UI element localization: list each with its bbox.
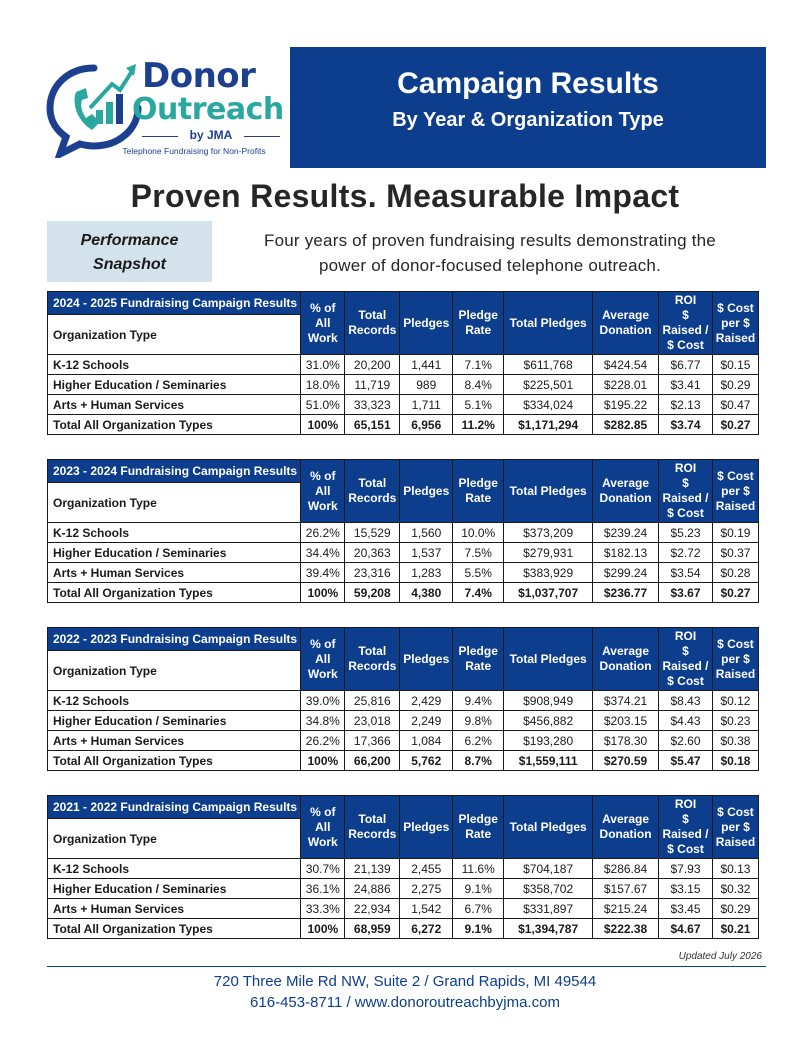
column-header-line: Average xyxy=(602,812,649,826)
column-header-line: Total Pledges xyxy=(509,315,587,330)
value-cell: $157.67 xyxy=(593,879,659,899)
value-cell: 66,200 xyxy=(345,751,400,771)
column-header-line: $ Cost xyxy=(667,842,704,856)
organization-type-cell: K-12 Schools xyxy=(48,523,301,543)
value-cell: 4,380 xyxy=(400,583,453,603)
column-header-line: Rate xyxy=(465,323,492,337)
column-header-line: ROI xyxy=(674,629,697,643)
column-header-line: Raised / xyxy=(662,491,709,505)
column-header-line: per $ xyxy=(721,483,750,498)
value-cell: 1,084 xyxy=(400,731,453,751)
column-header-line: Pledge xyxy=(458,476,498,490)
column-header-cost xyxy=(712,628,758,691)
table-row xyxy=(48,375,759,395)
column-header-line: Total xyxy=(358,644,387,658)
intro-line2: power of donor-focused telephone outreach. xyxy=(318,256,662,275)
value-cell: $6.77 xyxy=(659,355,713,375)
value-cell: $0.32 xyxy=(712,879,758,899)
results-table xyxy=(47,795,759,939)
table-title: 2021 - 2022 Fundraising Campaign Results xyxy=(48,796,301,819)
organization-type-cell: K-12 Schools xyxy=(48,691,301,711)
column-header-line: Raised / xyxy=(662,323,709,337)
column-header-roi xyxy=(659,796,713,859)
value-cell: 6,272 xyxy=(400,919,453,939)
column-header-line: Raised / xyxy=(662,827,709,841)
organization-type-cell: Arts + Human Services xyxy=(48,731,301,751)
column-header-pct xyxy=(301,628,345,691)
organization-type-cell: Higher Education / Seminaries xyxy=(48,543,301,563)
value-cell: $239.24 xyxy=(593,523,659,543)
value-cell: $8.43 xyxy=(659,691,713,711)
column-header-line: Donation xyxy=(599,659,652,673)
footer-address: 720 Three Mile Rd NW, Suite 2 / Grand Rapids, MI 49544 xyxy=(213,973,597,990)
value-cell: $373,209 xyxy=(504,523,593,543)
table-row xyxy=(48,711,759,731)
value-cell: 23,316 xyxy=(345,563,400,583)
table-row xyxy=(48,731,759,751)
value-cell: 5.1% xyxy=(453,395,504,415)
organization-type-cell: Higher Education / Seminaries xyxy=(48,375,301,395)
value-cell: $331,897 xyxy=(504,899,593,919)
snapshot-line1: Performance xyxy=(80,232,179,249)
value-cell: 6,956 xyxy=(400,415,453,435)
value-cell: $3.74 xyxy=(659,415,713,435)
column-header-line: Raised xyxy=(715,330,756,345)
value-cell: 1,441 xyxy=(400,355,453,375)
value-cell: $2.72 xyxy=(659,543,713,563)
value-cell: $358,702 xyxy=(504,879,593,899)
value-cell: $182.13 xyxy=(593,543,659,563)
column-header-rate xyxy=(453,460,504,523)
results-table xyxy=(47,627,759,771)
value-cell: 39.0% xyxy=(301,691,345,711)
column-header-pct xyxy=(301,292,345,355)
column-header-line: Raised xyxy=(715,834,756,849)
column-header-line: per $ xyxy=(721,315,750,330)
value-cell: $4.43 xyxy=(659,711,713,731)
results-table xyxy=(47,291,759,435)
column-header-line: $ Cost xyxy=(667,506,704,520)
organization-type-cell: Total All Organization Types xyxy=(48,415,301,435)
value-cell: 9.8% xyxy=(453,711,504,731)
value-cell: $0.13 xyxy=(712,859,758,879)
value-cell: $0.23 xyxy=(712,711,758,731)
column-header-line: $ xyxy=(682,812,689,826)
value-cell: 22,934 xyxy=(345,899,400,919)
value-cell: 17,366 xyxy=(345,731,400,751)
footer-divider xyxy=(47,966,766,967)
value-cell: $279,931 xyxy=(504,543,593,563)
column-header-line: per $ xyxy=(721,651,750,666)
value-cell: 100% xyxy=(301,415,345,435)
value-cell: $0.21 xyxy=(712,919,758,939)
page-subtitle: By Year & Organization Type xyxy=(392,109,664,131)
column-header-organization-type: Organization Type xyxy=(48,819,301,859)
column-header-line: $ Cost xyxy=(717,468,754,483)
value-cell: 23,018 xyxy=(345,711,400,731)
column-header-line: All xyxy=(315,651,331,666)
organization-type-cell: K-12 Schools xyxy=(48,355,301,375)
column-header-line: Pledge xyxy=(458,644,498,658)
column-header-line: Total Pledges xyxy=(509,651,587,666)
column-header-line: Total xyxy=(358,308,387,322)
column-header-line: All xyxy=(315,483,331,498)
organization-type-cell: Total All Organization Types xyxy=(48,919,301,939)
column-header-records xyxy=(345,460,400,523)
column-header-line: Records xyxy=(348,323,397,337)
value-cell: $228.01 xyxy=(593,375,659,395)
updated-note: Updated July 2026 xyxy=(678,951,762,962)
organization-type-cell: Arts + Human Services xyxy=(48,395,301,415)
logo-byline: by JMA xyxy=(142,128,280,142)
value-cell: $270.59 xyxy=(593,751,659,771)
column-header-line: $ Cost xyxy=(717,300,754,315)
value-cell: 36.1% xyxy=(301,879,345,899)
value-cell: 21,139 xyxy=(345,859,400,879)
value-cell: $704,187 xyxy=(504,859,593,879)
column-header-line: $ Cost xyxy=(717,636,754,651)
organization-type-cell: Arts + Human Services xyxy=(48,899,301,919)
column-header-line: Work xyxy=(307,666,338,681)
column-header-line: $ Cost xyxy=(667,674,704,688)
table-row xyxy=(48,859,759,879)
column-header-rate xyxy=(453,292,504,355)
value-cell: $0.19 xyxy=(712,523,758,543)
column-header-line: Pledges xyxy=(403,651,450,666)
value-cell: $383,929 xyxy=(504,563,593,583)
value-cell: 8.7% xyxy=(453,751,504,771)
value-cell: $1,037,707 xyxy=(504,583,593,603)
value-cell: 59,208 xyxy=(345,583,400,603)
column-header-pledges xyxy=(400,460,453,523)
value-cell: 31.0% xyxy=(301,355,345,375)
total-row xyxy=(48,919,759,939)
column-header-roi xyxy=(659,292,713,355)
table-row xyxy=(48,523,759,543)
logo-tagline: Telephone Fundraising for Non-Profits xyxy=(122,146,266,156)
value-cell: 30.7% xyxy=(301,859,345,879)
column-header-line: Average xyxy=(602,476,649,490)
column-header-records xyxy=(345,292,400,355)
column-header-line: Work xyxy=(307,834,338,849)
value-cell: 2,455 xyxy=(400,859,453,879)
column-header-line: % of xyxy=(310,300,336,315)
value-cell: 7.1% xyxy=(453,355,504,375)
column-header-pledges xyxy=(400,628,453,691)
snapshot-line2: Snapshot xyxy=(93,256,166,273)
value-cell: 9.4% xyxy=(453,691,504,711)
column-header-total-pledges xyxy=(504,460,593,523)
column-header-line: Donation xyxy=(599,827,652,841)
value-cell: $236.77 xyxy=(593,583,659,603)
value-cell: $3.67 xyxy=(659,583,713,603)
value-cell: 10.0% xyxy=(453,523,504,543)
column-header-avg xyxy=(593,628,659,691)
column-header-line: Work xyxy=(307,498,338,513)
value-cell: 11.6% xyxy=(453,859,504,879)
value-cell: 6.2% xyxy=(453,731,504,751)
value-cell: 15,529 xyxy=(345,523,400,543)
column-header-pledges xyxy=(400,796,453,859)
organization-type-cell: Higher Education / Seminaries xyxy=(48,879,301,899)
table-title: 2023 - 2024 Fundraising Campaign Results xyxy=(48,460,301,483)
value-cell: $1,394,787 xyxy=(504,919,593,939)
column-header-line: All xyxy=(315,315,331,330)
value-cell: $2.13 xyxy=(659,395,713,415)
value-cell: $5.47 xyxy=(659,751,713,771)
value-cell: 7.4% xyxy=(453,583,504,603)
value-cell: 25,816 xyxy=(345,691,400,711)
organization-type-cell: Total All Organization Types xyxy=(48,751,301,771)
value-cell: $424.54 xyxy=(593,355,659,375)
value-cell: $0.18 xyxy=(712,751,758,771)
column-header-line: Work xyxy=(307,330,338,345)
value-cell: 989 xyxy=(400,375,453,395)
column-header-avg xyxy=(593,796,659,859)
value-cell: 33,323 xyxy=(345,395,400,415)
value-cell: 68,959 xyxy=(345,919,400,939)
table-row xyxy=(48,691,759,711)
value-cell: $299.24 xyxy=(593,563,659,583)
value-cell: $282.85 xyxy=(593,415,659,435)
column-header-line: % of xyxy=(310,636,336,651)
column-header-line: $ xyxy=(682,644,689,658)
column-header-line: Total xyxy=(358,476,387,490)
column-header-line: per $ xyxy=(721,819,750,834)
value-cell: $334,024 xyxy=(504,395,593,415)
value-cell: $0.38 xyxy=(712,731,758,751)
value-cell: 34.8% xyxy=(301,711,345,731)
value-cell: $0.27 xyxy=(712,583,758,603)
column-header-line: Total xyxy=(358,812,387,826)
value-cell: $222.38 xyxy=(593,919,659,939)
column-header-line: $ xyxy=(682,476,689,490)
column-header-line: Records xyxy=(348,659,397,673)
value-cell: 1,711 xyxy=(400,395,453,415)
column-header-line: ROI xyxy=(674,797,697,811)
value-cell: 5.5% xyxy=(453,563,504,583)
footer-contact: 616-453-8711 / www.donoroutreachbyjma.com xyxy=(250,994,560,1011)
value-cell: $178.30 xyxy=(593,731,659,751)
column-header-pledges xyxy=(400,292,453,355)
column-header-total-pledges xyxy=(504,796,593,859)
table-row xyxy=(48,395,759,415)
table-title: 2022 - 2023 Fundraising Campaign Results xyxy=(48,628,301,651)
logo-line-outreach: Outreach xyxy=(132,92,284,127)
value-cell: $611,768 xyxy=(504,355,593,375)
column-header-line: Donation xyxy=(599,323,652,337)
value-cell: 65,151 xyxy=(345,415,400,435)
organization-type-cell: Arts + Human Services xyxy=(48,563,301,583)
intro-text xyxy=(220,228,760,278)
value-cell: $215.24 xyxy=(593,899,659,919)
column-header-line: ROI xyxy=(674,461,697,475)
value-cell: $203.15 xyxy=(593,711,659,731)
value-cell: 9.1% xyxy=(453,879,504,899)
value-cell: 100% xyxy=(301,919,345,939)
column-header-line: Raised xyxy=(715,498,756,513)
value-cell: 33.3% xyxy=(301,899,345,919)
column-header-line: Donation xyxy=(599,491,652,505)
column-header-cost xyxy=(712,460,758,523)
value-cell: $5.23 xyxy=(659,523,713,543)
value-cell: 8.4% xyxy=(453,375,504,395)
intro-line1: Four years of proven fundraising results demonstrating the xyxy=(264,231,716,250)
value-cell: $286.84 xyxy=(593,859,659,879)
column-header-cost xyxy=(712,796,758,859)
organization-type-cell: Higher Education / Seminaries xyxy=(48,711,301,731)
value-cell: $0.27 xyxy=(712,415,758,435)
table-row xyxy=(48,543,759,563)
column-header-organization-type: Organization Type xyxy=(48,315,301,355)
value-cell: 20,200 xyxy=(345,355,400,375)
column-header-line: $ xyxy=(682,308,689,322)
value-cell: $1,171,294 xyxy=(504,415,593,435)
value-cell: $908,949 xyxy=(504,691,593,711)
value-cell: $0.37 xyxy=(712,543,758,563)
column-header-line: % of xyxy=(310,804,336,819)
column-header-line: Rate xyxy=(465,827,492,841)
column-header-records xyxy=(345,796,400,859)
column-header-line: Records xyxy=(348,827,397,841)
column-header-roi xyxy=(659,628,713,691)
value-cell: $0.29 xyxy=(712,375,758,395)
value-cell: $2.60 xyxy=(659,731,713,751)
value-cell: $1,559,111 xyxy=(504,751,593,771)
organization-type-cell: K-12 Schools xyxy=(48,859,301,879)
value-cell: $3.15 xyxy=(659,879,713,899)
total-row xyxy=(48,751,759,771)
title-banner xyxy=(290,47,766,168)
value-cell: $0.47 xyxy=(712,395,758,415)
column-header-line: Records xyxy=(348,491,397,505)
column-header-line: Rate xyxy=(465,659,492,673)
column-header-pct xyxy=(301,460,345,523)
value-cell: 1,560 xyxy=(400,523,453,543)
table-row xyxy=(48,563,759,583)
results-table xyxy=(47,459,759,603)
phone-chat-icon xyxy=(46,62,142,158)
table-row xyxy=(48,899,759,919)
value-cell: $0.29 xyxy=(712,899,758,919)
column-header-line: $ Cost xyxy=(717,804,754,819)
value-cell: $193,280 xyxy=(504,731,593,751)
value-cell: $225,501 xyxy=(504,375,593,395)
value-cell: $0.28 xyxy=(712,563,758,583)
value-cell: 100% xyxy=(301,583,345,603)
value-cell: 18.0% xyxy=(301,375,345,395)
column-header-line: Pledge xyxy=(458,812,498,826)
column-header-records xyxy=(345,628,400,691)
value-cell: 51.0% xyxy=(301,395,345,415)
value-cell: $456,882 xyxy=(504,711,593,731)
value-cell: $195.22 xyxy=(593,395,659,415)
value-cell: 1,537 xyxy=(400,543,453,563)
column-header-organization-type: Organization Type xyxy=(48,483,301,523)
table-title: 2024 - 2025 Fundraising Campaign Results xyxy=(48,292,301,315)
column-header-avg xyxy=(593,460,659,523)
column-header-total-pledges xyxy=(504,292,593,355)
column-header-line: Average xyxy=(602,308,649,322)
value-cell: 11,719 xyxy=(345,375,400,395)
value-cell: 2,249 xyxy=(400,711,453,731)
value-cell: 6.7% xyxy=(453,899,504,919)
column-header-line: Rate xyxy=(465,491,492,505)
logo-line-donor: Donor xyxy=(142,56,256,96)
column-header-avg xyxy=(593,292,659,355)
column-header-line: Pledges xyxy=(403,315,450,330)
value-cell: $4.67 xyxy=(659,919,713,939)
value-cell: 26.2% xyxy=(301,523,345,543)
column-header-line: Pledge xyxy=(458,308,498,322)
column-header-line: $ Cost xyxy=(667,338,704,352)
column-header-roi xyxy=(659,460,713,523)
value-cell: 39.4% xyxy=(301,563,345,583)
value-cell: $3.54 xyxy=(659,563,713,583)
value-cell: $7.93 xyxy=(659,859,713,879)
value-cell: $3.45 xyxy=(659,899,713,919)
column-header-total-pledges xyxy=(504,628,593,691)
value-cell: 2,275 xyxy=(400,879,453,899)
table-row xyxy=(48,355,759,375)
table-row xyxy=(48,879,759,899)
column-header-rate xyxy=(453,628,504,691)
organization-type-cell: Total All Organization Types xyxy=(48,583,301,603)
value-cell: $0.15 xyxy=(712,355,758,375)
column-header-line: Total Pledges xyxy=(509,483,587,498)
column-header-pct xyxy=(301,796,345,859)
column-header-cost xyxy=(712,292,758,355)
column-header-line: Raised / xyxy=(662,659,709,673)
value-cell: 2,429 xyxy=(400,691,453,711)
column-header-organization-type: Organization Type xyxy=(48,651,301,691)
logo xyxy=(46,52,292,170)
value-cell: $3.41 xyxy=(659,375,713,395)
value-cell: 34.4% xyxy=(301,543,345,563)
value-cell: 11.2% xyxy=(453,415,504,435)
value-cell: 1,542 xyxy=(400,899,453,919)
column-header-line: % of xyxy=(310,468,336,483)
headline: Proven Results. Measurable Impact xyxy=(130,178,680,214)
column-header-line: Pledges xyxy=(403,483,450,498)
page-title: Campaign Results xyxy=(397,67,659,100)
value-cell: $0.12 xyxy=(712,691,758,711)
value-cell: 9.1% xyxy=(453,919,504,939)
column-header-line: Average xyxy=(602,644,649,658)
column-header-rate xyxy=(453,796,504,859)
value-cell: 7.5% xyxy=(453,543,504,563)
total-row xyxy=(48,583,759,603)
column-header-line: ROI xyxy=(674,293,697,307)
total-row xyxy=(48,415,759,435)
value-cell: $374.21 xyxy=(593,691,659,711)
value-cell: 1,283 xyxy=(400,563,453,583)
value-cell: 24,886 xyxy=(345,879,400,899)
column-header-line: All xyxy=(315,819,331,834)
value-cell: 100% xyxy=(301,751,345,771)
performance-snapshot-label xyxy=(47,221,212,282)
column-header-line: Raised xyxy=(715,666,756,681)
column-header-line: Pledges xyxy=(403,819,450,834)
column-header-line: Total Pledges xyxy=(509,819,587,834)
value-cell: 20,363 xyxy=(345,543,400,563)
value-cell: 5,762 xyxy=(400,751,453,771)
value-cell: 26.2% xyxy=(301,731,345,751)
